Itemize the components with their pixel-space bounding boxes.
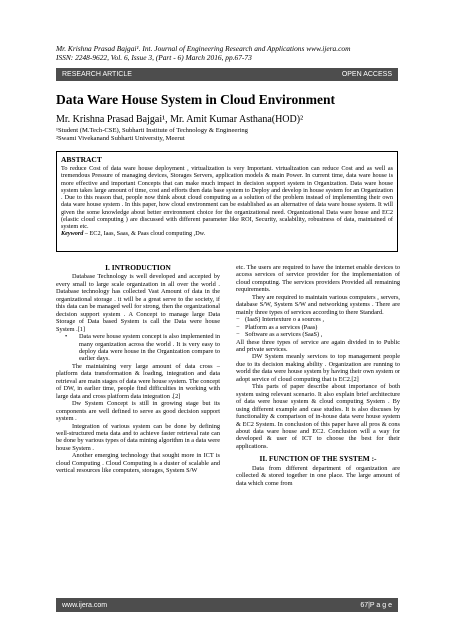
paragraph: Dw System Concept is still in growing stage but its components are well defined to serve as good decision support system . xyxy=(56,400,220,423)
keywords xyxy=(61,230,393,237)
left-column xyxy=(56,264,220,592)
paragraph: All these three types of service are again divided in to Public and private services. xyxy=(236,338,400,353)
paragraph: DW System meanly services to top management people due to its decision making ability . Organization are running to world the data were house system by having their own system or adopt service of cloud computing that is EC2.[2] xyxy=(236,353,400,383)
abstract-box xyxy=(56,151,398,252)
page-footer xyxy=(56,598,398,612)
journal-header xyxy=(56,44,406,62)
right-column xyxy=(236,264,400,592)
affiliation-2: ²Swami Vivekanand Subharti University, Meerut xyxy=(56,135,185,142)
bullet-list xyxy=(56,333,220,363)
paper-authors: Mr. Krishna Prasad Bajgai¹, Mr. Amit Kumar Asthana(HOD)² xyxy=(56,114,304,125)
footer-page-number: 67|P a g e xyxy=(360,601,392,609)
paragraph: Integration of various system can be done by defining well-structured meta data and to achieve faster retrieval rate can be done by various types of data mining algorithm in a data were house System . xyxy=(56,422,220,452)
paragraph: Data from different department of organization are collected & stored together in one place. The large amount of data which come from xyxy=(236,464,400,487)
paragraph: Another emerging technology that sought more in ICT is cloud Computing . Cloud Computing is a duster of scalable and vertical resources like computers, storages, System S/W xyxy=(56,452,220,475)
paragraph: The maintaining very large amount of data cross –platform data transformation & loading, integration and data retrieval are main stages of data were house system. The concept of DW, in earlier time, people find difficulties in working with large data and cross platform data integration .[2] xyxy=(56,362,220,400)
section-heading-introduction: I. INTRODUCTION xyxy=(105,264,171,272)
abstract-text: To reduce Cost of data ware house deployment , virtualization is very Important. virtualization can reduce Cost and as well as tremendous Pressure of managing devices, Storages Servers, application models & main Power. In current time, data ware house is more effective and important Concepts that can make much impact in decision support system in Organization. Data ware house system takes large amount of time, cost and efforts then data base system to Deploy and develop in house system for an Organization . Due to this reason that, people now think about cloud computing as a solution of the problem instead of implementing their own data ware house system . In this paper, how cloud environment can be established as an alternative of data ware house system. It will given the some knowledge about better environment choice for the organizational need. Organizational Data ware house and EC2 (elastic cloud computing ) are discussed with different parameter like ROI, Security, scalability, robustness of data, maintained of system etc. xyxy=(61,165,393,230)
affiliation-1: ¹Student (M.Tech-CSE), Subharti Institute of Technology & Engineering xyxy=(56,127,248,134)
list-item: − Platform as a services (Paas) xyxy=(236,324,400,331)
section-heading-function: II. FUNCTION OF THE SYSTEM :- xyxy=(259,454,377,464)
bullet-item: • Data were house system concept is also implemented in many organization across the world . It is very easy to deploy data were house in the Organization compare to earlier days. xyxy=(65,333,220,363)
keywords-text: – EC2, Iaas, Saas, & Paas cloud computing ,Dw. xyxy=(83,230,206,238)
list-item: − (IaaS) Intertexture o a sources , xyxy=(236,316,400,323)
footer-website-link[interactable]: www.ijera.com xyxy=(62,601,108,609)
abstract-heading: ABSTRACT xyxy=(61,155,102,164)
paragraph: Database Technology is well developed and accepted by every small to large scale organization in all over the world . Database technology has collected Vast Amount of data in the organizational storage . it will be a great serve to the society, if this data can be managed well for strong, then the organizational decision support system . A Concept to manage large Data Storage of Data based System is call the Data were house System .[1] xyxy=(56,273,220,333)
paper-title: Data Ware House System in Cloud Environment xyxy=(56,92,336,107)
header-issn: ISSN: 2248-9622, Vol. 6, Issue 3, (Part - 6) March 2016, pp.67-73 xyxy=(56,53,252,62)
banner-access: OPEN ACCESS xyxy=(341,71,392,78)
author-affiliations xyxy=(56,127,398,143)
paragraph: They are required to maintain various computers , servers, database S/W, System S/W and networking systems . There are mainly three types of services according to there Standard. xyxy=(236,293,400,316)
paragraph: This parts of paper describe about importance of both system using relevant scenario. It also explain brief architecture of data were house system & cloud computing System . By using different example and case studies. It is also discuses by functionality & comparison of in-house data were house system & EC2 System. In conclusion of this paper have all pros & cons about data ware house and EC2. Conclusion will a way for developed & user of ICT to choose the best for their applications. xyxy=(236,383,400,450)
banner-article-type: RESEARCH ARTICLE xyxy=(62,71,132,78)
article-banner xyxy=(56,68,398,81)
header-citation: Mr. Krishna Prasad Bajgai¹. Int. Journal of Engineering Research and Applications www.ijera.com xyxy=(56,44,351,53)
list-item: − Software as a services (SaaS) , xyxy=(236,331,400,338)
service-types-list xyxy=(236,316,400,338)
keywords-label: Keyword xyxy=(61,230,84,238)
paragraph: etc. The users are required to have the internet enable devices to access services of service provider for the implementation of cloud computing. The services providers Provided all remaining requirements. xyxy=(236,264,400,294)
